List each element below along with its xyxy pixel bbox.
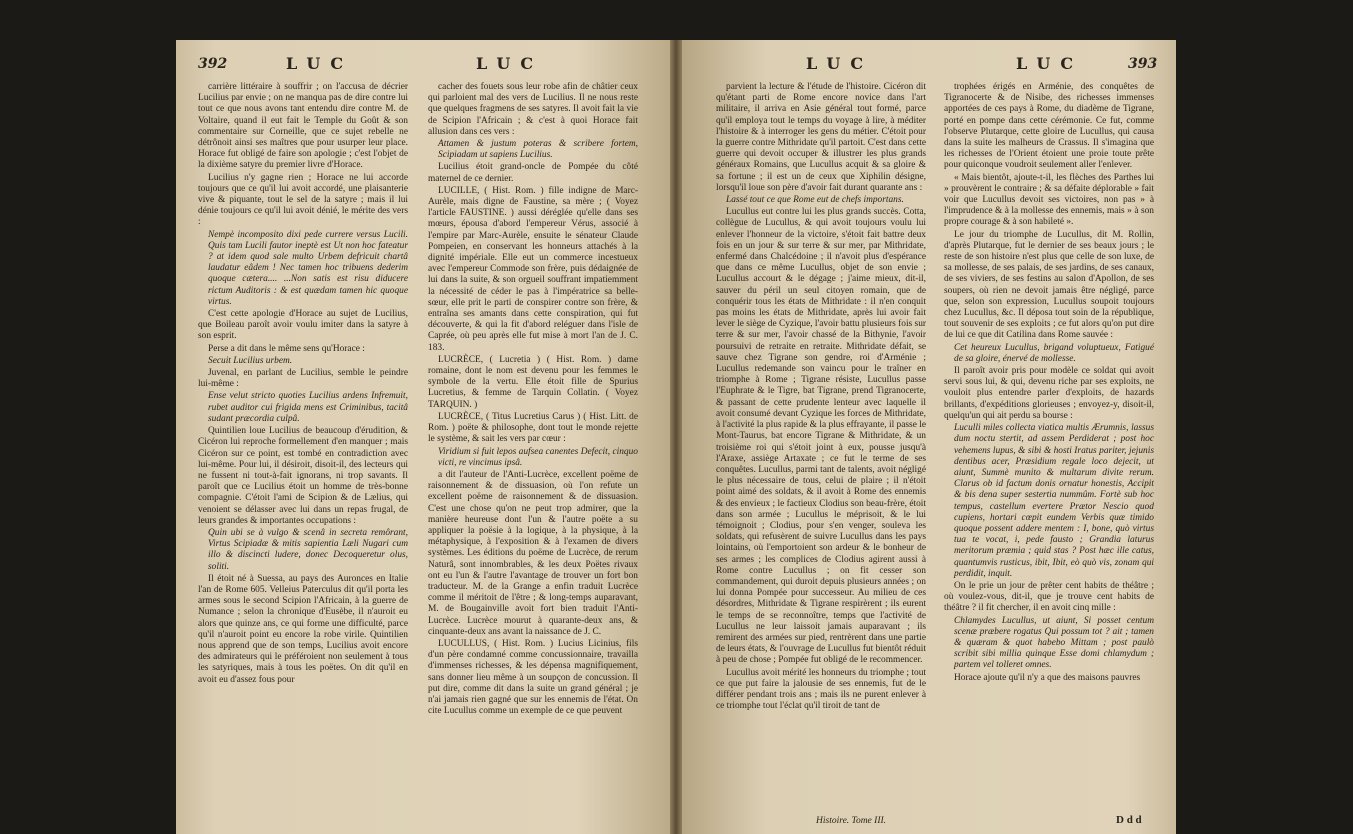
paragraph: Quintilien loue Lucilius de beaucoup d'érudition, & Cicéron lui reproche formellement d'en manquer ; mais Cicéron sur ce point, est tombé en contradiction avec lui-même. Pour lui, il désiroit, disoit-il, des lecteurs qui ne fussent ni tout-à-fait ignorans, ni trop savants. Il paroît que ce Lucilius étoit un homme de très-bonne compagnie. C'étoit l'ami de Scipion & de Lælius, qui venoient se délasser avec lui dans un repas frugal, de leurs grandes & importantes occupations : [198, 426, 408, 526]
paragraph: Il étoit né à Suessa, au pays des Auronces en Italie l'an de Rome 605. Velleius Paterculus dit qu'il porta les armes sous le second Scipion l'Africain, à la guerre de Numance ; selon la chronique d'Eusèbe, il n'auroit eu alors que quinze ans, ce qui forme une difficulté, parce qu'il n'auroit point eu encore la robe virile. Quintilien nous apprend que de son temps, Lucilius avoit encore des admirateurs qui le préféroient non seulement à tous les satyriques, mais à tous les poëtes. On dit qu'il en avoit eu d'assez fous pour [198, 573, 408, 685]
paragraph: Lucullus eut contre lui les plus grands succès. Cotta, collègue de Lucullus, & qui avoit toujours voulu lui enlever l'honneur de la victoire, s'étoit fait battre deux fois en un jour & sur terre & sur mer, par Mithridate, enfermé dans Chalcédoine ; il n'avoit plus d'espérance que dans ce même Lucullus, objet de son envie ; Lucullus accourt & le dégage ; j'aime mieux, dit-il, sauver du péril un seul citoyen romain, que de conquérir tous les états de Mithridate : il n'en conquit pas moins les états de Mithridate, après lui avoir fait lever le siège de Cyzique, l'avoir battu plusieurs fois sur terre & sur mer, l'avoir chassé de la Bithynie, l'avoir poursuivi de retraite en retraite. Mithridate défait, se sauve chez Tigrane son gendre, roi d'Arménie ; Lucullus redemande son vaincu pour le traîner en triomphe à Rome ; Tigrane résiste, Lucullus passe l'Euphrate & le Tigre, bat Tigrane, prend Tigranocerte, & passant de cette prudente lenteur avec laquelle il avoit consumé devant Cyzique les forces de Mithridate, à l'activité la plus rapide & la plus effrayante, il passe le Mont-Taurus, bat encore Tigrane & Mithridate, & un troisième roi qui s'étoit joint à eux, pousse jusqu'à l'Araxe, assiège Artaxate ; ce fut le terme de ses conquêtes. Lucullus, parmi tant de talents, avoit négligé le plus nécessaire de tous, celui de plaire ; il n'étoit point aimé des soldats, & il avoit à Rome des ennemis & des envieux ; le factieux Clodius son beau-frère, étoit dans son armée ; Lucullus le méprisoit, & le lui témoignoit ; Clodius, pour s'en venger, souleva les soldats, qui refusèrent de suivre Lucullus dans les pays lointains, où l'emportoient son ardeur & le bonheur de ses armes ; les complices de Clodius agirent aussi à Rome contre Lucullus ; on fit cesser son commandement, qui duroit depuis plusieurs années ; on lui donna Pompée pour successeur. Au milieu de ces désordres, Mithridate & Tigrane respirèrent ; ils eurent le temps de se reconnoître, temps que l'activité de Lucullus ne leur laissoit jamais auparavant ; ils remirent des armées sur pied, rentrèrent dans une partie de leurs états, & l'ouvrage de Lucullus fut bientôt réduit à peu de chose ; Pompée fut obligé de le recommencer. [716, 207, 926, 666]
running-head-center: LUC [476, 54, 544, 73]
paragraph: Lucullus avoit mérité les honneurs du triomphe ; tout ce que put faire la jalousie de ses ennemis, fut de le différer pendant trois ans ; mais ils ne purent enlever à ce triomphe tout l'éclat qu'il tiroit de tant de [716, 667, 926, 712]
paragraph: Lucilius étoit grand-oncle de Pompée du côté maternel de ce dernier. [428, 162, 638, 184]
signature-mark: D d d [1116, 814, 1142, 826]
entry-lucrece-poete: LUCRÈCE, ( Titus Lucretius Carus ) ( Hist. Litt. de Rom. ) poëte & philosophe, dont tout le monde rejette le système, & sait les vers par cœur : [428, 411, 638, 445]
verse-quote: Luculli miles collecta viatica multis Ærumnis, lassus dum noctu stertit, ad assem Perdiderat ; post hoc vehemens lupus, & sibi & hosti Iratus pariter, jejunis dentibus acer, Præsidium regale loco dejecit, ut aiunt, Summè munito & multarum divite rerum. Clarus ob id factum donis ornatur honestis, Accipit & bis dena super sestertia nummûm. Fortè sub hoc tempus, castellum evertere Prætor Nescio quod cupiens, hortari cœpit eundem Verbis quæ timido quoque possent addere mentem : I, bone, quò virtus tua te vocat, i, pede fausto ; Grandia laturus meritorum præmia ; quid stas ? Post hæc ille catus, quantumvis rusticus, ibit, Ibit, eò quò vis, zonam qui perdidit, inquit. [954, 423, 1154, 579]
verse-quote: Lassé tout ce que Rome eut de chefs importans. [726, 195, 904, 206]
verse-quote: Quin ubi se à vulgo & scenâ in secreta remôrant, Virtus Scipiadæ & mitis sapientia Læli Nugari cum illo & discincti ludere, donec Decoqueretur olus, soliti. [208, 527, 408, 572]
entry-lucille: LUCILLE, ( Hist. Rom. ) fille indigne de Marc-Aurèle, mais digne de Faustine, sa mère ; ( Voyez l'article FAUSTINE. ) aussi déréglée qu'elle dans ses mœurs, épousa d'abord l'empereur Vérus, associé à l'empire par Marc-Aurèle, ensuite le sénateur Claude Pompeien, en conservant les honneurs attachés à la dignité impériale. Elle eut un commerce incestueux avec l'empereur Commode son frère, puis dédaignée de lui dans la suite, & son orgueil souffrant impatiemment la nécessité de céder le pas à l'impératrice sa belle-sœur, elle prit le parti de conspirer contre son frère, & entraîna ses amants dans cette conspiration, qui fut découverte, & qui la fit d'abord reléguer dans l'isle de Caprée, où peu après elle fut mise à mort l'an de J. C. 183. [428, 185, 638, 353]
running-head: LUC [286, 54, 354, 73]
paragraph: C'est cette apologie d'Horace au sujet de Lucilius, que Boileau paroît avoir voulu imiter dans la satyre à son esprit. [198, 309, 408, 342]
footer-title: Histoire. Tome III. [816, 816, 887, 826]
paragraph: Lucilius n'y gagne rien ; Horace ne lui accorde toujours que ce qu'il lui avoit accordé, une plaisanterie vive & piquante, tout le sel de la satyre ; mais il lui dénie toujours ce qu'il lui avoit dénié, le mérite des vers : [198, 172, 408, 228]
paragraph: Perse a dit dans le même sens qu'Horace : [208, 343, 365, 354]
paragraph: Horace ajoute qu'il n'y a que des maisons pauvres [954, 672, 1141, 683]
paragraph: a dit l'auteur de l'Anti-Lucrèce, excellent poëme de raisonnement & de dissuasion, où l'on refute un excellent poëme de raisonnement & de dissuasion. C'est une chose qu'on ne peut trop admirer, que la manière heureuse dont l'un & l'autre poëte a su appliquer la poësie à la logique, à la physique, à la métaphysique, à l'exposition & à l'examen de divers systèmes. Les éditions du poëme de Lucrèce, de rerum Naturâ, sont innombrables, & les deux Poëtes rivaux ont eu l'un & l'autre l'avantage de trouver un fort bon traducteur. M. de la Grange a enfin traduit Lucrèce comme il méritoit de l'être ; & long-temps auparavant, M. de Bougainville avoit fort bien traduit l'Anti-Lucrèce. Lucrèce mourut à quarante-deux ans, & cinquante-deux ans avant la naissance de J. C. [428, 469, 638, 637]
paragraph: « Mais bientôt, ajoute-t-il, les flèches des Parthes lui » prouvèrent le contraire ; & sa défaite déplorable » fait voir que Lucullus devoit ses victoires, non pas » à l'imprudence & à la mollesse des ennemis, mais » à son propre courage & à son habileté ». [944, 172, 1154, 228]
verse-quote: Secuit Lucilius urbem. [208, 355, 293, 366]
book-gutter [670, 40, 682, 834]
left-column-2 [428, 82, 638, 718]
verse-quote: Chlamydes Lucullus, ut aiunt, Si posset centum scenæ præbere rogatus Qui possum tot ? ait ; tamen & quæram & quot habebo Mittam ; post paulò scribit sibi millia quinque Esse domi chlamydum ; partem vel tolleret omnes. [954, 615, 1154, 671]
running-head: LUC [1016, 54, 1084, 73]
entry-lucullus: LUCULLUS, ( Hist. Rom. ) Lucius Licinius, fils d'un père condamné comme concussionnaire, travailla d'immenses richesses, & les dépensa magnifiquement, sans donner lieu même à un soupçon de concussion. Il put dire, comme dit dans la suite un grand général ; je n'ai jamais rien gagné que sur les ennemis de l'état. On cite Lucullus comme un exemple de ce que peuvent [428, 638, 638, 717]
paragraph: cacher des fouets sous leur robe afin de châtier ceux qui parloient mal des vers de Lucilius. Il ne nous reste que quelques fragmens de ses satyres. Il avoit fait la vie de Scipion l'Africain ; & c'est à quoi Horace fait allusion dans ces vers : [428, 82, 638, 137]
entry-lucrece-dame: LUCRÈCE, ( Lucretia ) ( Hist. Rom. ) dame romaine, dont le nom est devenu pour les femmes le symbole de la vertu. Elle étoit fille de Spurius Lucretius, & femme de Tarquin Collatin. ( Voyez TARQUIN. ) [428, 354, 638, 410]
book-spread [176, 40, 1176, 834]
verse-quote: Ense velut stricto quoties Lucilius ardens Infremuit, rubet auditor cui frigida mens est Criminibus, tacitâ sudant præcordia culpâ. [208, 391, 408, 424]
left-column-1 [198, 82, 408, 687]
page-number: 393 [1128, 56, 1158, 72]
running-head-center: LUC [806, 54, 874, 73]
right-column-2 [944, 82, 1154, 685]
paragraph: trophées érigés en Arménie, des conquêtes de Tigranocerte & de Nisibe, des richesses immenses apportées de ces pays à Rome, du diadème de Tigrane, porté en pompe dans cette cérémonie. Ce fut, comme l'observe Plutarque, cette gloire de Lucullus, qui causa dans la suite les malheurs de Crassus. Il s'imagina que les richesses de l'Orient étoient une proie toute prête pour quiconque voudroit seulement aller l'enlever. [944, 82, 1154, 171]
verse-quote: Attamen & justum poteras & scribere fortem, Scipiadam ut sapiens Lucilius. [438, 139, 638, 161]
right-page [676, 40, 1176, 834]
right-column-1 [716, 82, 926, 713]
paragraph: On le prie un jour de prêter cent habits de théâtre ; où voulez-vous, dit-il, que je trouve cent habits de théâtre ? il fit chercher, il en avoit cinq mille : [944, 580, 1154, 614]
paragraph: parvient la lecture & l'étude de l'histoire. Cicéron dit qu'étant parti de Rome encore novice dans l'art militaire, il arriva en Asie général tout formé, parce qu'il employa tout le temps du voyage à lire, à méditer l'histoire & à interroger les gens du métier. C'étoit pour la guerre contre Mithridate qu'il partoit. C'est dans cette guerre qui devoit occuper & illustrer les plus grands généraux Romains, que Lucullus acquit & sa gloire & sa fortune ; il est un de ceux que Xiphilin désigne, lorsqu'il loue son père d'avoir fait durant quarante ans : [716, 82, 926, 193]
paragraph: carrière littéraire à souffrir ; on l'accusa de décrier Lucilius par envie ; on ne manqua pas de dire contre lui tout ce que nous avons tant entendu dire contre M. de Voltaire, quand il eut fait le Temple du Goût & son commentaire sur Corneille, que ce sujet rebelle ne détrônoit ainsi ses maîtres que pour usurper leur place. Horace fut obligé de faire son apologie ; c'est l'objet de la dixième satyre du premier livre d'Horace. [198, 82, 408, 171]
verse-quote: Viridium si fuit lepos aufsea canentes Defecit, cinquo victi, re vincimus ipsâ. [438, 446, 638, 468]
page-number: 392 [198, 56, 228, 72]
paragraph: Le jour du triomphe de Lucullus, dit M. Rollin, d'après Plutarque, fut le dernier de ses beaux jours ; le reste de son histoire n'est plus que celle de son luxe, de sa mollesse, de ses palais, de ses jardins, de ses canaux, de ses viviers, de ses festins au salon d'Apollon, de ses soupers, où rien ne devoit jamais être négligé, parce que, selon son expression, Lucullus soupoit toujours chez Lucullus, &c. Il déposa tout soin de la république, tout souvenir de ses exploits ; ce fut alors qu'on put dire de lui ce que dit Catilina dans Rome sauvée : [944, 229, 1154, 341]
verse-quote: Nempè incomposito dixi pede currere versus Lucili. Quis tam Lucili fautor ineptè est Ut non hoc fateatur ? at idem quod sale multo Urbem defricuit chartâ laudatur eâdem ! Nec tamen hoc tribuens dederim quoque cætera.... ...Non satis est risu diducere rictum Auditoris : & est quædam tamen hic quoque virtus. [208, 229, 408, 307]
paragraph: Il paroît avoir pris pour modèle ce soldat qui avoit servi sous lui, & qui, devenu riche par ses exploits, ne vouloit plus entendre parler d'exploits, de hazards brillants, d'expéditions glorieuses ; envoyez-y, disoit-il, quelqu'un qui ait perdu sa bourse : [944, 366, 1154, 421]
paragraph: Juvenal, en parlant de Lucilius, semble le peindre lui-même : [198, 368, 408, 390]
left-page [176, 40, 676, 834]
verse-quote: Cet heureux Lucullus, brigand voluptueux, Fatigué de sa gloire, énervé de mollesse. [954, 342, 1154, 364]
